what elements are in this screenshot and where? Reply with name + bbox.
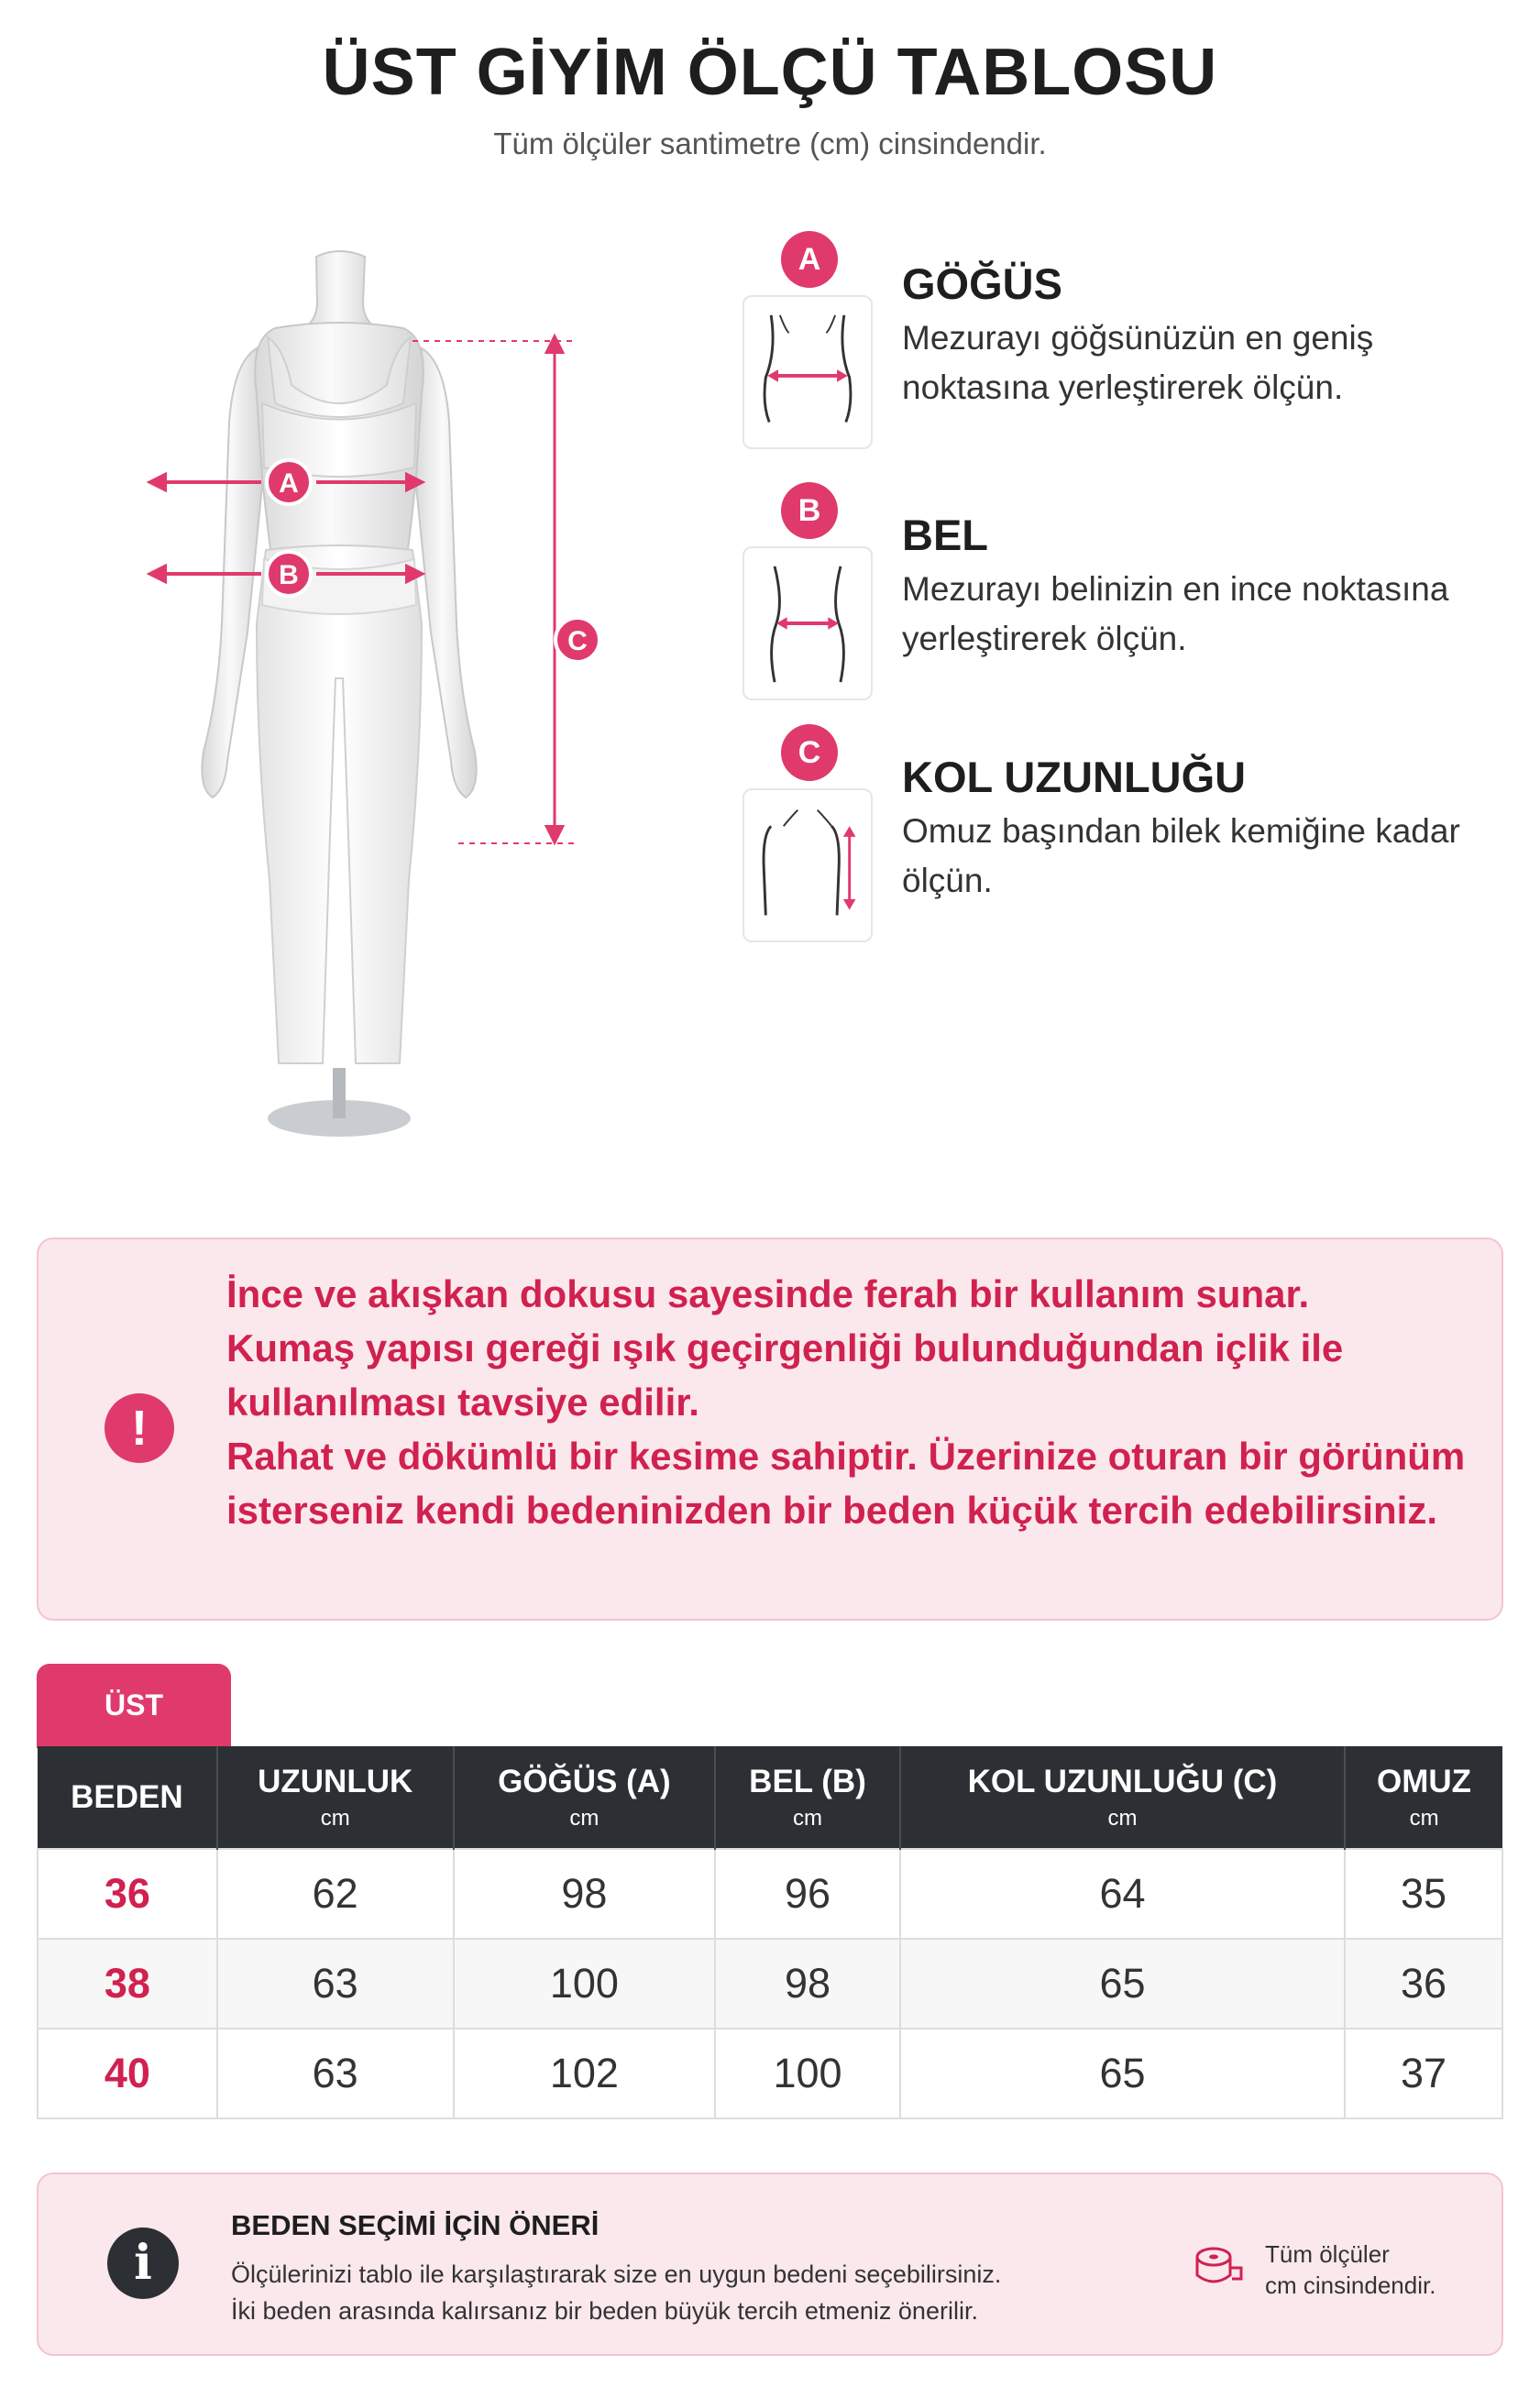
table-cell: 62 <box>217 1849 454 1939</box>
table-cell: 63 <box>217 1939 454 2029</box>
advice-line-1: Ölçülerinizi tablo ile karşılaştırarak size en uygun bedeni seçebilirsiniz. <box>231 2260 1002 2288</box>
column-header-kol-uzunlugu: KOL UZUNLUĞU (C) cm <box>900 1746 1345 1849</box>
table-cell: 100 <box>454 1939 716 2029</box>
table-cell: 35 <box>1345 1849 1502 1939</box>
sleeve-measure-icon <box>742 788 873 942</box>
warning-text <box>226 1267 1482 1537</box>
guide-badge-b: B <box>781 482 838 539</box>
guide-title-sleeve: KOL UZUNLUĞU <box>902 753 1247 801</box>
column-header-beden: BEDEN <box>38 1746 217 1849</box>
size-advice-box <box>37 2172 1503 2356</box>
guide-description-waist: Mezurayı belinizin en ince noktasına yerleştirerek ölçün. <box>902 570 1449 657</box>
mannequin-label-a: A <box>279 468 299 499</box>
table-row <box>38 1939 1502 2029</box>
table-cell: 100 <box>715 2029 900 2118</box>
column-header-gogus: GÖĞÜS (A) cm <box>454 1746 716 1849</box>
table-cell: 102 <box>454 2029 716 2118</box>
size-cell: 38 <box>38 1939 217 2029</box>
table-cell: 96 <box>715 1849 900 1939</box>
size-cell: 40 <box>38 2029 217 2118</box>
units-note-line-1: Tüm ölçüler <box>1265 2240 1390 2268</box>
table-row <box>38 2029 1502 2118</box>
table-cell: 37 <box>1345 2029 1502 2118</box>
mannequin-label-b: B <box>279 560 299 590</box>
guide-badge-a: A <box>781 231 838 288</box>
table-cell: 36 <box>1345 1939 1502 2029</box>
table-cell: 65 <box>900 1939 1345 2029</box>
table-cell: 64 <box>900 1849 1345 1939</box>
mannequin-label-c: C <box>567 626 588 656</box>
tab-ust[interactable]: ÜST <box>37 1664 231 1748</box>
table-cell: 98 <box>454 1849 716 1939</box>
guide-title-waist: BEL <box>902 511 988 559</box>
advice-title: BEDEN SEÇİMİ İÇİN ÖNERİ <box>231 2209 600 2241</box>
fabric-warning-box <box>37 1238 1503 1621</box>
guide-item-chest <box>742 231 1512 460</box>
table-cell: 98 <box>715 1939 900 2029</box>
warning-line-2: Kumaş yapısı gereği ışık geçirgenliği bulunduğundan içlik ile kullanılması tavsiye edilir. <box>226 1326 1344 1424</box>
guide-description-chest: Mezurayı göğsünüzün en geniş noktasına yerleştirerek ölçün. <box>902 319 1374 406</box>
info-icon: i <box>107 2228 179 2299</box>
column-header-uzunluk: UZUNLUK cm <box>217 1746 454 1849</box>
warning-line-1: İnce ve akışkan dokusu sayesinde ferah bir kullanım sunar. <box>226 1272 1310 1315</box>
table-cell: 63 <box>217 2029 454 2118</box>
size-table <box>37 1746 1503 2119</box>
chest-measure-icon <box>742 295 873 449</box>
guide-item-sleeve <box>742 724 1512 953</box>
guide-badge-c: C <box>781 724 838 781</box>
waist-measure-icon <box>742 546 873 700</box>
mannequin-illustration <box>147 238 623 1164</box>
measuring-tape-icon <box>1192 2240 1243 2292</box>
size-cell: 36 <box>38 1849 217 1939</box>
guide-description-sleeve: Omuz başından bilek kemiğine kadar ölçün. <box>902 812 1460 899</box>
column-header-bel: BEL (B) cm <box>715 1746 900 1849</box>
guide-item-waist <box>742 482 1512 711</box>
warning-line-3: Rahat ve dökümlü bir kesime sahiptir. Üzerinize oturan bir görünüm isterseniz kendi bedeninizden bir beden küçük tercih edebilirsiniz. <box>226 1435 1466 1532</box>
page-title: ÜST GİYİM ÖLÇÜ TABLOSU <box>322 36 1218 109</box>
exclamation-icon: ! <box>104 1393 174 1463</box>
column-header-omuz: OMUZ cm <box>1345 1746 1502 1849</box>
table-cell: 65 <box>900 2029 1345 2118</box>
units-note-line-2: cm cinsindendir. <box>1265 2272 1436 2299</box>
page-subtitle: Tüm ölçüler santimetre (cm) cinsindendir. <box>493 126 1047 160</box>
guide-title-chest: GÖĞÜS <box>902 259 1062 308</box>
table-header-row <box>38 1746 1502 1849</box>
table-row <box>38 1849 1502 1939</box>
units-note <box>1265 2238 1436 2301</box>
advice-line-2: İki beden arasında kalırsanız bir beden büyük tercih etmeniz önerilir. <box>231 2297 978 2325</box>
